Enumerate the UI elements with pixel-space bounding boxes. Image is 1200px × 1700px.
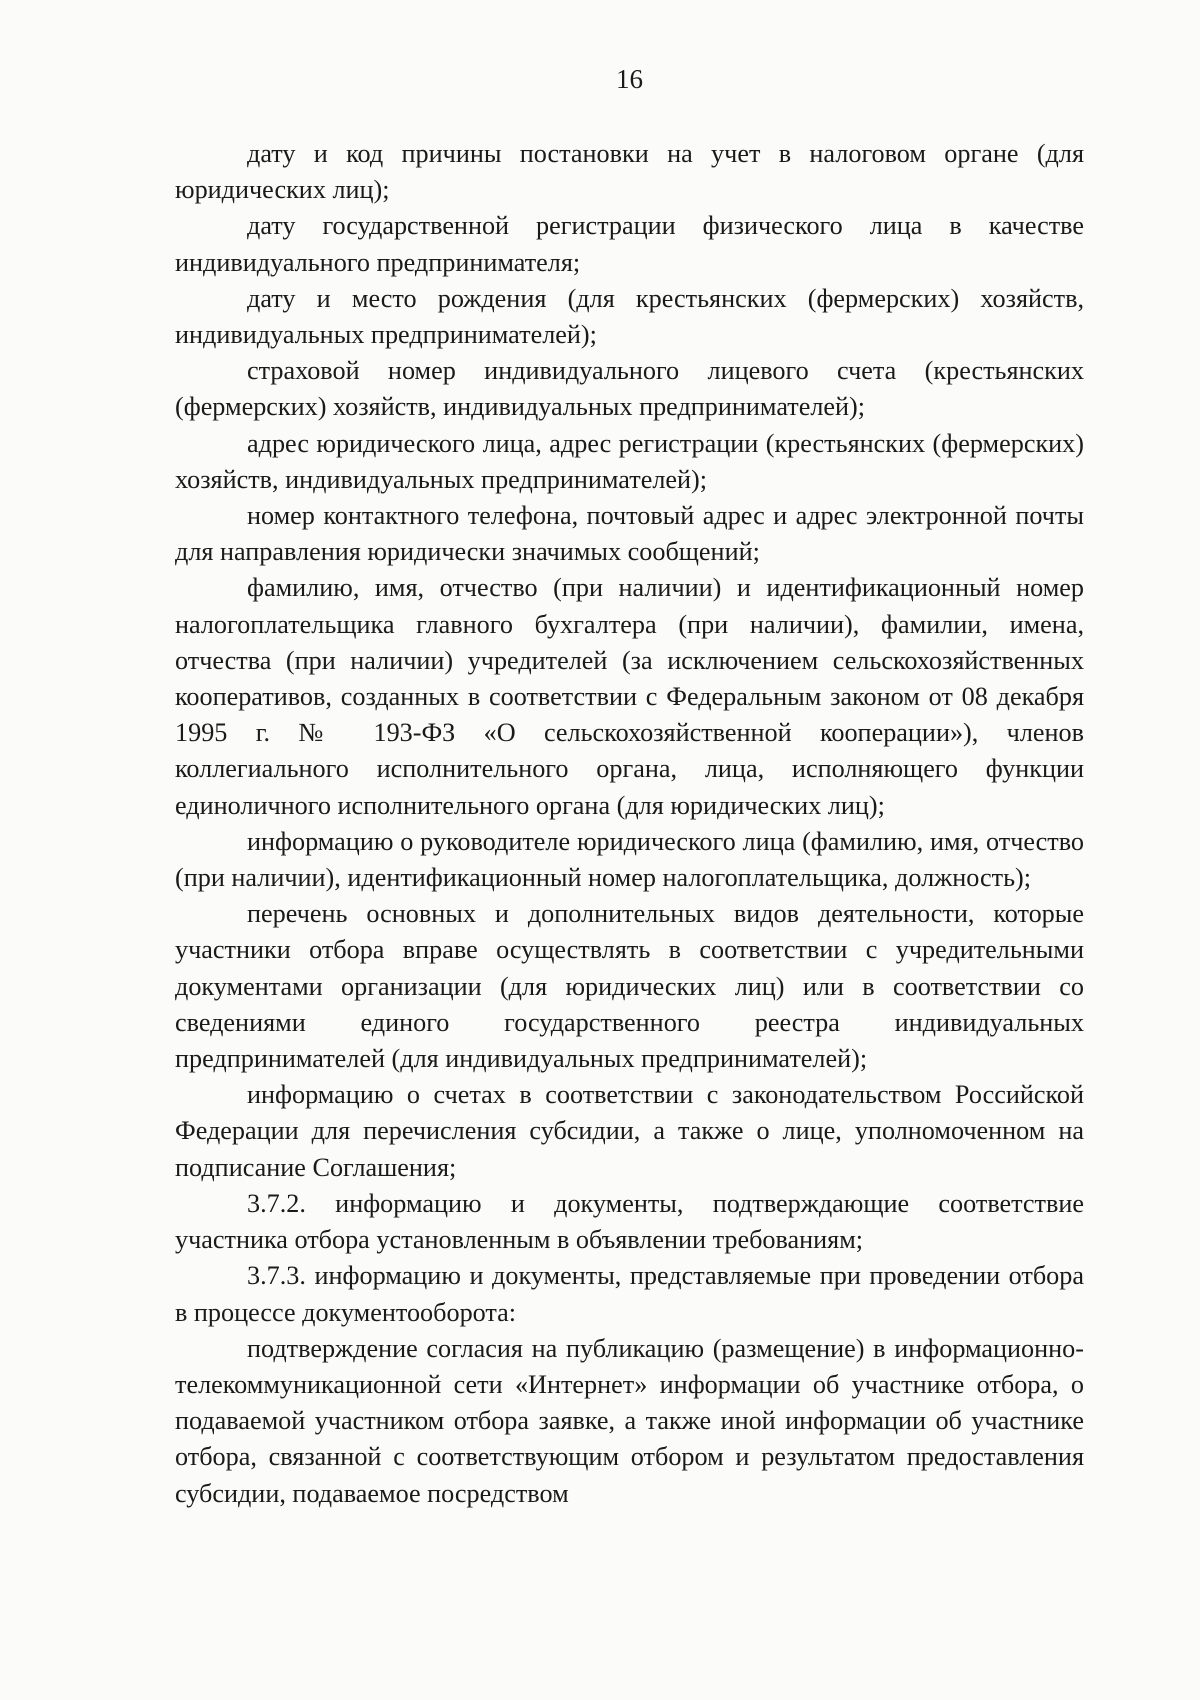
paragraph-legal-address: адрес юридического лица, адрес регистрации (крестьянских (фермерских) хозяйств, индивидуальных предпринимателей);: [175, 428, 1084, 494]
paragraph-contact-info: номер контактного телефона, почтовый адрес и адрес электронной почты для направления юридически значимых сообщений;: [175, 501, 1084, 567]
paragraph-bank-accounts: информацию о счетах в соответствии с законодательством Российской Федерации для перечисления субсидии, а также о лице, уполномоченном на подписание Соглашения;: [175, 1080, 1084, 1182]
paragraph-insurance-number: страховой номер индивидуального лицевого счета (крестьянских (фермерских) хозяйств, индивидуальных предпринимателей);: [175, 356, 1084, 422]
paragraph-publication-consent: подтверждение согласия на публикацию (размещение) в информационно-телекоммуникационной сети «Интернет» информации об участнике отбора, о подаваемой участником отбора заявке, а также иной информации об участнике отбора, связанной с соответствующим отбором и результатом предоставления субсидии, подаваемое посредством: [175, 1333, 1084, 1508]
paragraph-activity-types: перечень основных и дополнительных видов деятельности, которые участники отбора вправе осуществлять в соответствии с учредительными документами организации (для юридических лиц) или в соответствии со сведениями единого государственного реестра индивидуальных предпринимателей (для индивидуальных предпринимателей);: [175, 899, 1084, 1074]
paragraph-tax-registration-date: дату и код причины постановки на учет в налоговом органе (для юридических лиц);: [175, 139, 1084, 205]
paragraph-chief-accountant-founders: фамилию, имя, отчество (при наличии) и идентификационный номер налогоплательщика главного бухгалтера (при наличии), фамилии, имена, отчества (при наличии) учредителей (за исключением сельскохозяйственных кооперативов, созданных в соответствии с Федеральным законом от 08 декабря 1995 г. № 193-ФЗ «О сельскохозяйственной кооперации»), членов коллегиального исполнительного органа, лица, исполняющего функции единоличного исполнительного органа (для юридических лиц);: [175, 573, 1084, 820]
paragraph-birth-date-place: дату и место рождения (для крестьянских (фермерских) хозяйств, индивидуальных предпринимателей);: [175, 283, 1084, 350]
paragraph-state-registration-date: дату государственной регистрации физического лица в качестве индивидуального предпринимателя;: [175, 211, 1084, 277]
paragraph-3-7-3: 3.7.3. информацию и документы, представляемые при проведении отбора в процессе документооборота:: [175, 1261, 1084, 1327]
page-number: 16: [616, 64, 643, 94]
document-body: [175, 136, 1084, 1512]
paragraph-3-7-2: 3.7.2. информацию и документы, подтверждающие соответствие участника отбора установленным в объявлении требованиям;: [175, 1188, 1084, 1255]
paragraph-head-of-entity: информацию о руководителе юридического лица (фамилию, имя, отчество (при наличии), идентификационный номер налогоплательщика, должность);: [175, 826, 1084, 893]
